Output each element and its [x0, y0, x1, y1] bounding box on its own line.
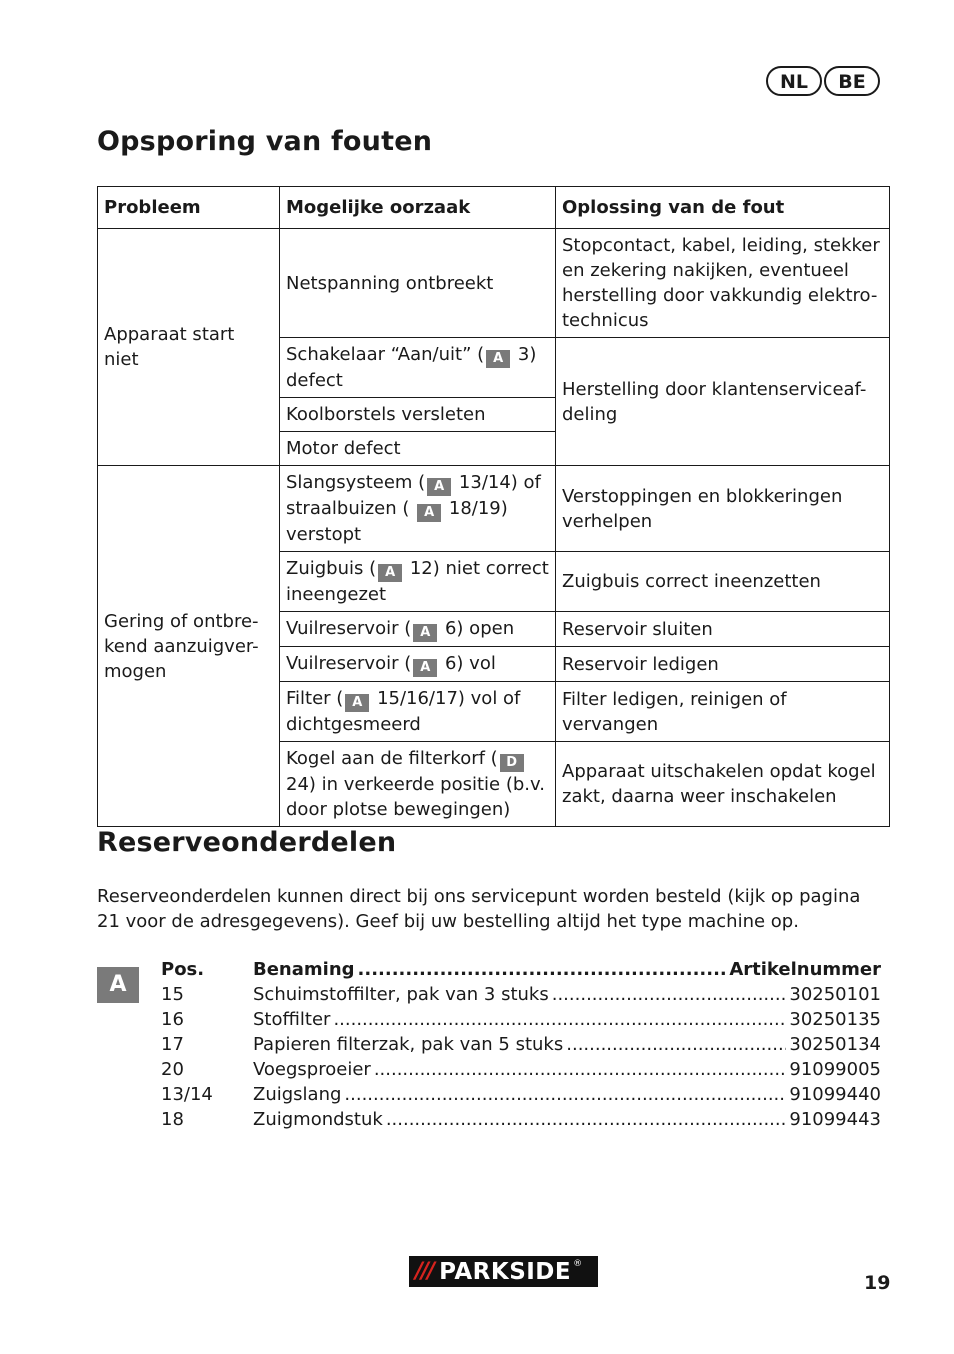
header-problem: Probleem: [98, 187, 280, 229]
parkside-logo: [409, 1256, 598, 1287]
cause-cell: Zuigbuis ( A 12) niet correct ineengezet: [280, 552, 556, 612]
problem-cell: Gering of ontbre- kend aanzuigver- mogen: [98, 466, 280, 827]
cause-cell: Slangsysteem ( A 13/14) of straalbuizen ( A 18/19) verstopt: [280, 466, 556, 552]
part-article: 30250135: [789, 1009, 881, 1030]
list-item: [161, 982, 881, 1007]
language-badges: [766, 66, 880, 96]
cause-cell: Motor defect: [280, 432, 556, 466]
problem-cell: Apparaat start niet: [98, 229, 280, 466]
cause-cell: Kogel aan de filterkorf ( D 24) in verkeerde positie (b.v. door plotse bewegingen): [280, 742, 556, 827]
part-pos: 15: [161, 984, 184, 1005]
header-cause: Mogelijke oorzaak: [280, 187, 556, 229]
table-header-row: [98, 187, 890, 229]
table-row: [98, 229, 890, 338]
solution-cell: Stopcontact, kabel, leiding, stekker en zekering nakijken, eventueel herstelling door vakkundig elektro-technicus: [556, 229, 890, 338]
dot-leader: [358, 957, 727, 982]
cause-cell: Vuilreservoir ( A 6) vol: [280, 647, 556, 682]
part-pos: 16: [161, 1009, 184, 1030]
list-item: [161, 1082, 881, 1107]
dot-leader: [374, 1057, 787, 1082]
figure-ref-badge: A: [345, 694, 369, 712]
part-article: 91099443: [789, 1109, 881, 1130]
solution-cell: Filter ledigen, reinigen of vervangen: [556, 682, 890, 742]
cause-cell: Koolborstels versleten: [280, 398, 556, 432]
list-item: [161, 1107, 881, 1132]
section-title-troubleshooting: Opsporing van fouten: [97, 126, 433, 157]
cause-cell: Netspanning ontbreekt: [280, 229, 556, 338]
figure-ref-badge: D: [500, 754, 524, 772]
cause-cell: Vuilreservoir ( A 6) open: [280, 612, 556, 647]
part-name: Schuimstoffilter, pak van 3 stuks: [253, 984, 549, 1005]
page-number: 19: [864, 1272, 891, 1294]
solution-cell: Apparaat uitschakelen opdat kogel zakt, daarna weer inschakelen: [556, 742, 890, 827]
part-name: Zuigmondstuk: [253, 1109, 383, 1130]
header-article: Artikelnummer: [729, 959, 881, 980]
logo-wordmark: PARKSIDE: [439, 1258, 572, 1285]
part-name: Papieren filterzak, pak van 5 stuks: [253, 1034, 564, 1055]
part-article: 91099005: [789, 1059, 881, 1080]
header-solution: Oplossing van de fout: [556, 187, 890, 229]
list-item: [161, 1007, 881, 1032]
registered-mark: ®: [573, 1259, 583, 1269]
solution-cell: Reservoir sluiten: [556, 612, 890, 647]
lang-badge-nl: NL: [766, 66, 822, 96]
part-pos: 13/14: [161, 1084, 213, 1105]
dot-leader: [386, 1107, 787, 1132]
solution-cell: Herstelling door klantenserviceaf-deling: [556, 338, 890, 466]
dot-leader: [344, 1082, 786, 1107]
figure-ref-badge: A: [486, 350, 510, 368]
figure-ref-badge: A: [413, 659, 437, 677]
parts-list: [161, 957, 881, 1132]
troubleshooting-table: [97, 186, 890, 827]
part-name: Stoffilter: [253, 1009, 331, 1030]
table-row: [98, 466, 890, 552]
dot-leader: [552, 982, 787, 1007]
list-item: [161, 1057, 881, 1082]
list-item: [161, 1032, 881, 1057]
logo-stripes-icon: ///: [415, 1259, 434, 1284]
cause-cell: Filter ( A 15/16/17) vol of dichtgesmeerd: [280, 682, 556, 742]
figure-ref-badge: A: [378, 564, 402, 582]
dot-leader: [566, 1032, 786, 1057]
parts-list-header: [161, 957, 881, 982]
spare-parts-intro: Reserveonderdelen kunnen direct bij ons servicepunt worden besteld (kijk op pagina 21 voor de adresgegevens). Geef bij uw bestelling altijd het type machine op.: [97, 886, 861, 932]
figure-badge: A: [97, 967, 139, 1003]
part-pos: 18: [161, 1109, 184, 1130]
part-pos: 20: [161, 1059, 184, 1080]
solution-cell: Verstoppingen en blokkeringen verhelpen: [556, 466, 890, 552]
cause-cell: Schakelaar “Aan/uit” ( A 3) defect: [280, 338, 556, 398]
section-title-spare-parts: Reserveonderdelen: [97, 827, 397, 858]
part-article: 30250134: [789, 1034, 881, 1055]
header-name: Benaming: [253, 959, 355, 980]
part-article: 30250101: [789, 984, 881, 1005]
solution-cell: Reservoir ledigen: [556, 647, 890, 682]
header-pos: Pos.: [161, 959, 205, 980]
figure-ref-badge: A: [417, 504, 441, 522]
figure-ref-badge: A: [413, 624, 437, 642]
part-name: Zuigslang: [253, 1084, 342, 1105]
lang-badge-be: BE: [824, 66, 880, 96]
figure-ref-badge: A: [427, 478, 451, 496]
solution-cell: Zuigbuis correct ineenzetten: [556, 552, 890, 612]
part-pos: 17: [161, 1034, 184, 1055]
part-name: Voegsproeier: [253, 1059, 371, 1080]
dot-leader: [333, 1007, 786, 1032]
part-article: 91099440: [789, 1084, 881, 1105]
